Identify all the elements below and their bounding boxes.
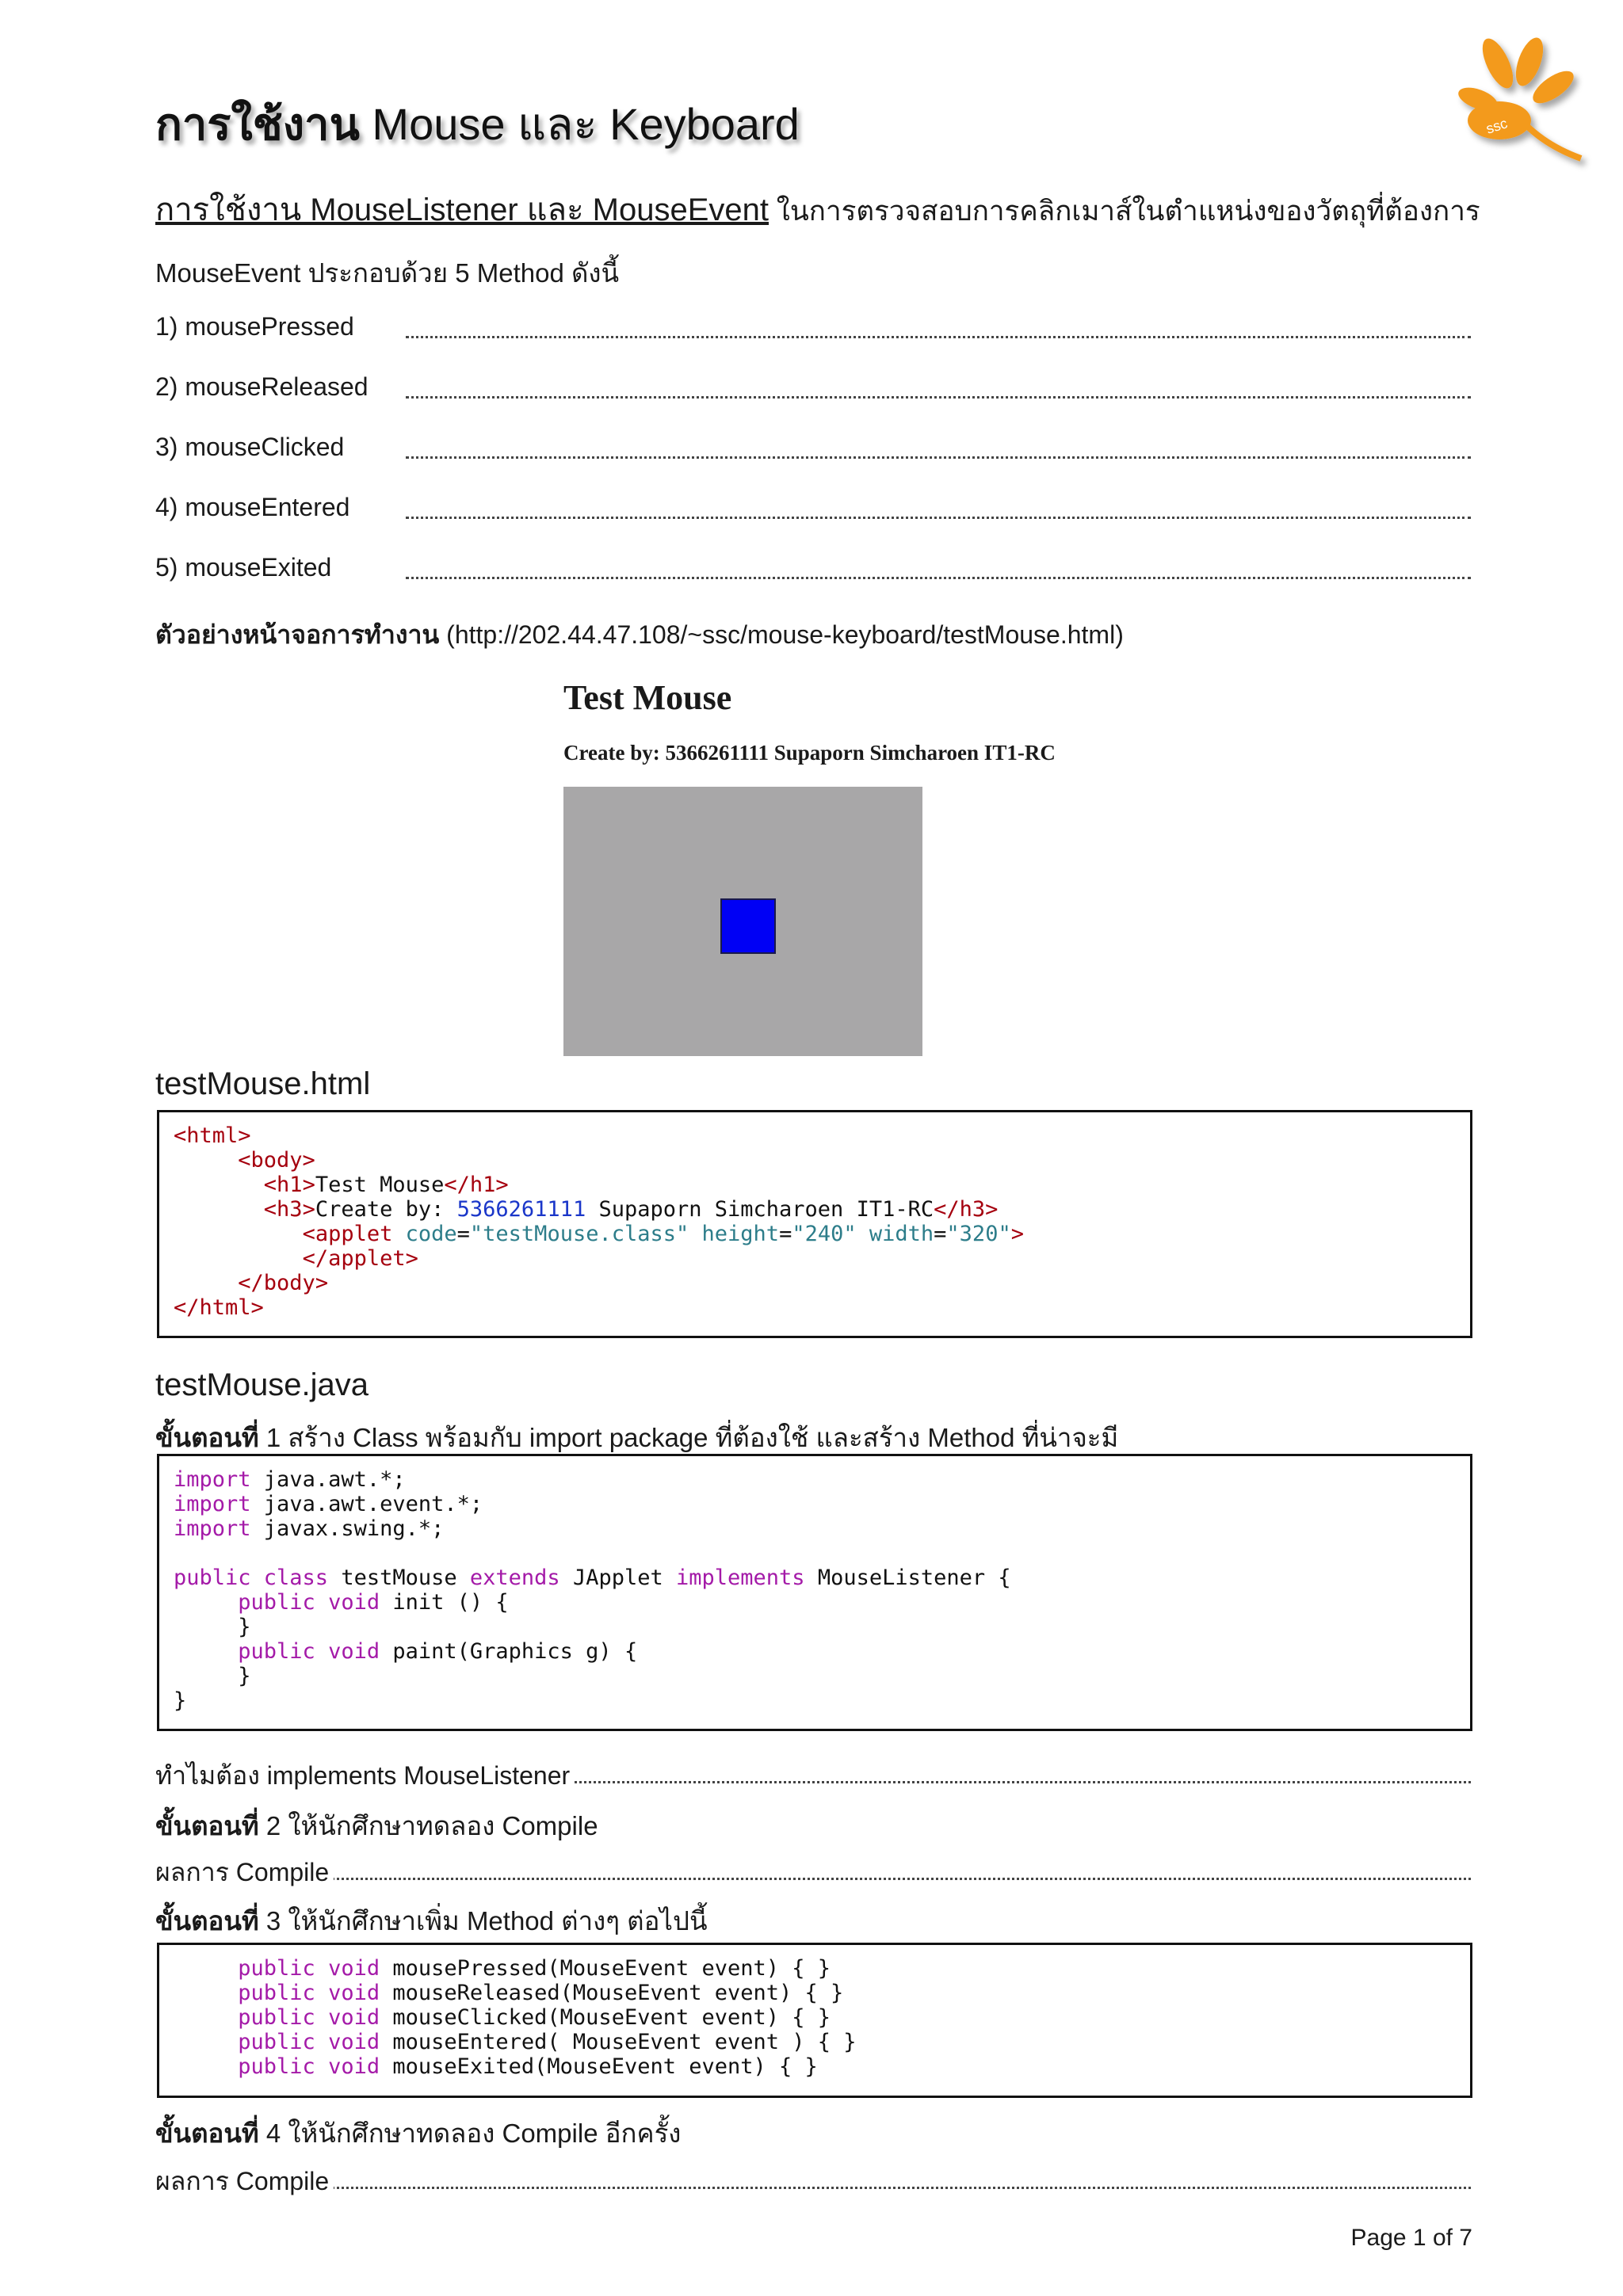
code-token <box>174 2005 238 2030</box>
code-token: } <box>174 1615 251 1639</box>
code-token <box>174 1173 264 1197</box>
code-token: mouseExited(MouseEvent event) { } <box>380 2054 818 2079</box>
code-line <box>174 1590 509 1615</box>
code-token: height <box>701 1222 780 1246</box>
html-heading: testMouse.html <box>155 1066 371 1101</box>
code-token: extends <box>469 1566 560 1590</box>
code-token: mousePressed(MouseEvent event) { } <box>380 1956 831 1981</box>
code-token <box>174 1222 303 1246</box>
code-token: "320" <box>946 1222 1011 1246</box>
answer-line <box>406 517 1471 519</box>
question-label: ผลการ Compile <box>155 1852 334 1893</box>
method-row <box>155 433 1471 467</box>
step-text: 3 ให้นักศึกษาเพิ่ม Method ต่างๆ ต่อไปนี้ <box>258 1906 708 1936</box>
code-token: <html> <box>174 1123 251 1148</box>
code-token: <h3> <box>263 1197 315 1222</box>
java-code-box-2 <box>157 1943 1472 2098</box>
code-line <box>174 1664 251 1688</box>
code-token: <applet <box>302 1222 406 1246</box>
code-token: MouseListener { <box>804 1566 1011 1590</box>
code-token: } <box>174 1688 187 1713</box>
answer-line <box>406 336 1471 338</box>
code-token <box>174 1981 238 2005</box>
code-token: mouseEntered( MouseEvent event ) { } <box>380 2030 857 2054</box>
code-token: java.awt.event.*; <box>250 1492 483 1516</box>
subtitle-rest: ในการตรวจสอบการคลิกเมาส์ในตำแหน่งของวัตถุที่ต้องการ <box>769 196 1480 227</box>
code-line <box>174 1271 328 1295</box>
code-token: Supaporn Simcharoen IT1-RC <box>586 1197 934 1222</box>
code-token: } <box>174 1664 251 1688</box>
code-token: </html> <box>174 1295 264 1320</box>
code-line <box>174 1123 251 1148</box>
code-token: </h3> <box>934 1197 999 1222</box>
code-token: mouseClicked(MouseEvent event) { } <box>380 2005 831 2030</box>
code-line <box>174 1639 637 1664</box>
code-token <box>174 1246 303 1271</box>
code-line <box>174 1222 1024 1246</box>
step-text: 4 ให้นักศึกษาทดลอง Compile อีกครั้ง <box>258 2119 682 2148</box>
code-line <box>174 2054 818 2079</box>
java-code-2 <box>159 1945 1470 2079</box>
java-code-1 <box>159 1456 1470 1713</box>
step-3 <box>155 1900 708 1942</box>
code-token: <h1> <box>263 1173 315 1197</box>
code-token: > <box>1010 1222 1024 1246</box>
code-token: public void <box>238 1639 380 1664</box>
code-token <box>174 2030 238 2054</box>
code-token: public void <box>238 1590 380 1615</box>
answer-line <box>406 456 1471 459</box>
code-token <box>174 1639 238 1664</box>
code-token: javax.swing.*; <box>250 1516 445 1541</box>
code-token: import <box>174 1467 251 1492</box>
method-row <box>155 312 1471 347</box>
page-title <box>155 89 800 159</box>
java-heading: testMouse.java <box>155 1367 369 1402</box>
code-token: public class <box>174 1566 329 1590</box>
answer-line <box>155 1878 1471 1880</box>
code-token: </h1> <box>444 1173 509 1197</box>
code-token <box>174 1197 264 1222</box>
code-line <box>174 1295 264 1320</box>
step-label: ขั้นตอนที่ <box>155 2119 259 2148</box>
example-url: (http://202.44.47.108/~ssc/mouse-keyboard/testMouse.html) <box>439 620 1124 649</box>
step-1 <box>155 1417 1118 1459</box>
code-line <box>174 1516 444 1541</box>
code-token: 5366261111 <box>456 1197 586 1222</box>
method-label: 3) mouseClicked <box>155 433 345 461</box>
applet-canvas[interactable] <box>563 787 922 1056</box>
step-text: 2 ให้นักศึกษาทดลอง Compile <box>258 1811 598 1840</box>
code-token: </applet> <box>302 1246 418 1271</box>
question-row <box>155 1852 1471 1887</box>
code-line <box>174 1467 406 1492</box>
code-token: Test Mouse <box>315 1173 445 1197</box>
method-label: 4) mouseEntered <box>155 493 350 521</box>
code-token: implements <box>676 1566 805 1590</box>
code-token <box>174 1148 238 1173</box>
code-token <box>174 1956 238 1981</box>
code-token <box>174 2054 238 2079</box>
code-token: public void <box>238 1956 380 1981</box>
code-token <box>174 1590 238 1615</box>
code-token: = <box>456 1222 470 1246</box>
code-token: import <box>174 1492 251 1516</box>
code-token: "testMouse.class" <box>469 1222 702 1246</box>
code-token: <body> <box>238 1148 315 1173</box>
code-token: code <box>405 1222 457 1246</box>
method-label: 1) mousePressed <box>155 312 354 341</box>
section-subtitle <box>155 184 1480 235</box>
method-label: 5) mouseExited <box>155 553 332 582</box>
code-line <box>174 1246 418 1271</box>
code-token <box>174 1271 238 1295</box>
code-token: public void <box>238 2030 380 2054</box>
code-line <box>174 1197 998 1222</box>
code-line <box>174 1566 1011 1590</box>
method-row <box>155 372 1471 407</box>
java-code-box-1 <box>157 1454 1472 1731</box>
html-code <box>159 1112 1470 1320</box>
method-row <box>155 553 1471 588</box>
code-line <box>174 1956 831 1981</box>
step-4 <box>155 2112 681 2154</box>
title-rest: Mouse และ Keyboard <box>359 99 800 149</box>
code-token: = <box>779 1222 792 1246</box>
html-code-box <box>157 1110 1472 1338</box>
code-token: import <box>174 1516 251 1541</box>
step-label: ขั้นตอนที่ <box>155 1423 259 1452</box>
example-line <box>155 615 1124 655</box>
step-label: ขั้นตอนที่ <box>155 1906 259 1936</box>
code-token: width <box>869 1222 934 1246</box>
code-token: init () { <box>380 1590 509 1615</box>
intro-text: MouseEvent ประกอบด้วย 5 Method ดังนี้ <box>155 258 620 288</box>
code-token: mouseReleased(MouseEvent event) { } <box>380 1981 844 2005</box>
code-line <box>174 1688 186 1713</box>
code-token: paint(Graphics g) { <box>380 1639 638 1664</box>
title-thai: การใช้งาน <box>155 99 360 149</box>
code-token: public void <box>238 2005 380 2030</box>
applet-subtitle: Create by: 5366261111 Supaporn Simcharoen IT1-RC <box>563 741 1056 765</box>
method-row <box>155 493 1471 528</box>
question-label: ทำไมต้อง implements MouseListener <box>155 1756 575 1796</box>
answer-line <box>406 396 1471 399</box>
code-line <box>174 1492 483 1516</box>
blue-square[interactable] <box>720 898 776 954</box>
code-token: "240" <box>792 1222 869 1246</box>
code-line <box>174 2005 831 2030</box>
example-label: ตัวอย่างหน้าจอการทำงาน <box>155 620 440 649</box>
code-token: testMouse <box>328 1566 470 1590</box>
question-label: ผลการ Compile <box>155 2161 334 2202</box>
code-line <box>174 1173 509 1197</box>
step-label: ขั้นตอนที่ <box>155 1811 259 1840</box>
code-token: Create by: <box>315 1197 457 1222</box>
flower-logo-icon <box>1442 32 1601 182</box>
code-token: public void <box>238 1981 380 2005</box>
subtitle-underlined: การใช้งาน MouseListener และ MouseEvent <box>155 193 769 227</box>
step-text: 1 สร้าง Class พร้อมกับ import package ที่ต้องใช้ และสร้าง Method ที่น่าจะมี <box>258 1423 1119 1452</box>
code-line <box>174 2030 857 2054</box>
code-line <box>174 1615 251 1639</box>
step-2 <box>155 1805 598 1847</box>
code-token: java.awt.*; <box>250 1467 406 1492</box>
code-token: </body> <box>238 1271 329 1295</box>
question-row <box>155 1756 1471 1791</box>
answer-line <box>406 577 1471 579</box>
code-line <box>174 1981 843 2005</box>
code-line <box>174 1148 315 1173</box>
code-token: JApplet <box>559 1566 676 1590</box>
logo-text: ssc <box>1484 115 1510 137</box>
code-token: = <box>934 1222 947 1246</box>
question-row <box>155 2161 1471 2196</box>
applet-title: Test Mouse <box>563 678 732 717</box>
answer-line <box>155 2187 1471 2189</box>
page-number: Page 1 of 7 <box>1350 2225 1472 2251</box>
code-token: public void <box>238 2054 380 2079</box>
method-label: 2) mouseReleased <box>155 372 369 401</box>
